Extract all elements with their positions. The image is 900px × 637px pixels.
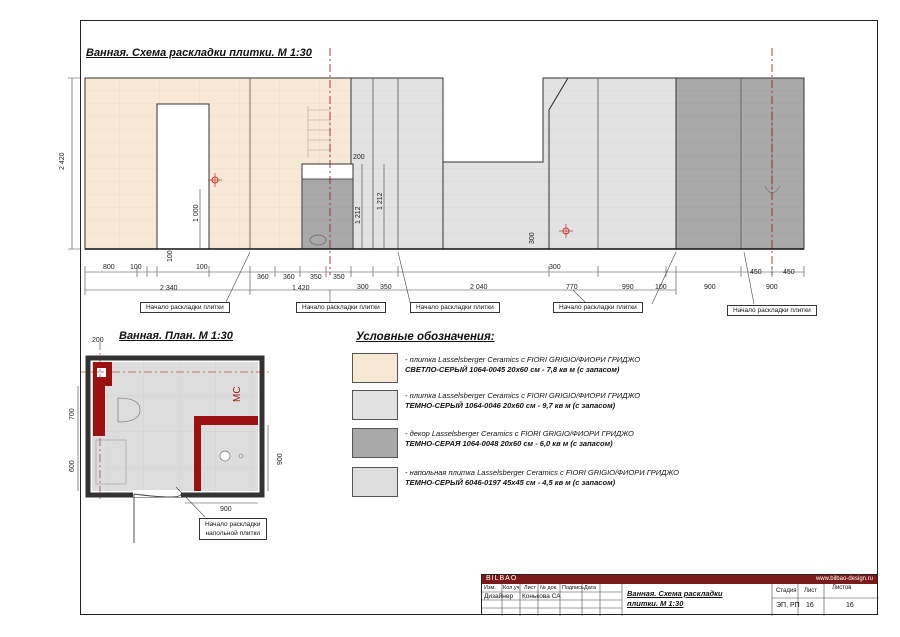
dim-m1: 200 [353,154,365,161]
legend-swatch-beige [352,353,398,383]
title-block [481,574,878,615]
dim-b14: 900 [704,284,716,291]
start-label-5: Начало раскладки плитки [727,305,817,316]
dim-m7: 300 [549,264,561,271]
start-label-1: Начало раскладки плитки [140,302,230,313]
dim-b2: 100 [130,264,142,271]
brand-logo: BILBAO [486,575,518,582]
partition-4 [194,416,201,491]
dim-m5: 1 212 [377,192,384,210]
plan-title: Ванная. План. М 1:30 [119,330,233,342]
stamp-col-1: Изм. [484,585,496,591]
dim-b5: 360 [283,274,295,281]
legend-swatch-dark-grey [352,428,398,458]
plan-dim-5: 900 [277,453,284,465]
dim-b15: 900 [766,284,778,291]
decor-panel [302,179,353,249]
legend-item-4 [405,468,679,488]
stamp-sheets-header: Листов [832,585,852,591]
bath-plan [78,342,270,543]
stamp-col-3: Лист [524,585,536,591]
dim-b7: 350 [333,274,345,281]
plan-dim-3: 600 [69,460,76,472]
partition-2 [93,386,105,436]
partition-3 [194,416,258,425]
legend-item-3 [405,429,634,449]
start-label-3: Начало раскладки плитки [410,302,500,313]
door-opening [157,104,209,249]
dim-b10: 2 040 [470,284,488,291]
dim-b4: 360 [257,274,269,281]
dim-b13: 100 [655,284,667,291]
floor-start-label-line1: Начало раскладки [205,521,261,528]
legend-item-2-line2: ТЕМНО-СЕРЫЙ 1064-0046 20x60 см - 9,7 кв м (с запасом) [405,401,616,410]
wall-grey-section-3 [549,78,676,249]
dim-m2: 1 000 [193,204,200,222]
plan-dim-4: 900 [220,506,232,513]
stamp-stage: ЭП, РП [776,602,800,609]
start-label-4: Начало раскладки плитки [553,302,643,313]
dim-b9: 350 [380,284,392,291]
dim-b11: 770 [566,284,578,291]
dim-height: 2 420 [59,152,66,170]
brand-site: www.bilbao-design.ru [815,576,873,582]
plan-dim-2: 700 [69,408,76,420]
dim-b8: 300 [357,284,369,291]
dim-b17: 450 [783,269,795,276]
stamp-col-2: Кол.уч [503,585,520,591]
plan-mc: МС [232,386,243,402]
stamp-doc-title-1: Ванная. Схема раскладки [627,589,723,598]
legend-item-3-line1: - декор Lasselsberger Ceramics с FIORI GRIGIO/ФИОРИ ГРИДЖО [405,429,634,438]
plan-floor [92,362,258,491]
stamp-col-4: № док. [540,585,558,591]
legend-item-1-line2: СВЕТЛО-СЕРЫЙ 1064-0045 20x60 см - 7,8 кв м (с запасом) [405,365,620,374]
stamp-col-6: Дата [584,585,597,591]
dim-b1: 800 [103,264,115,271]
wall-grey-section-1 [351,78,443,249]
stamp-col-5: Подпись [562,585,584,591]
dim-b12: 990 [622,284,634,291]
start-label-2: Начало раскладки плитки [296,302,386,313]
legend-title: Условные обозначения: [356,331,495,343]
dim-b16: 450 [750,269,762,276]
floor-start-label-line2: напольной плитки [205,530,260,537]
elevation-walls [85,48,804,275]
dim-b3: 100 [196,264,208,271]
stamp-doc-title-2: плитки. М 1:30 [627,599,684,608]
stamp-stage-header: Стадия [776,588,797,594]
legend-item-3-line2: ТЕМНО-СЕРАЯ 1064-0048 20x60 см - 6,0 кв м (с запасом) [405,439,613,448]
plan-dim-1: 200 [92,337,104,344]
legend-item-1-line1: - плитка Lasselsberger Ceramics с FIORI GRIGIO/ФИОРИ ГРИДЖО [405,355,641,364]
stamp-sheet-header: Лист [804,588,818,594]
dim-total-2: 1 420 [292,285,310,292]
legend-item-4-line2: ТЕМНО-СЕРЫЙ 6046-0197 45x45 см - 4,5 кв м (с запасом) [405,478,616,487]
stamp-sheet: 16 [806,602,814,609]
stamp-sheets: 16 [846,602,854,609]
legend-swatch-floor [352,467,398,497]
legend-swatch-light-grey [352,390,398,420]
legend-item-4-line1: - напольная плитка Lasselsberger Ceramics с FIORI GRIGIO/ФИОРИ ГРИДЖО [405,468,679,477]
wall-dark-section [676,78,804,249]
stamp-role: Дизайнер [484,593,514,600]
legend-item-2-line1: - плитка Lasselsberger Ceramics с FIORI GRIGIO/ФИОРИ ГРИДЖО [405,391,641,400]
dim-m4: 1 212 [355,206,362,224]
start-leaders [226,252,754,304]
floor-start-label [199,518,267,540]
stamp-person: Конькова СА [522,593,561,600]
dim-total-1: 2 340 [160,285,178,292]
dim-m3: 100 [167,250,174,262]
dim-m6: 300 [529,232,536,244]
elevation-title: Ванная. Схема раскладки плитки. М 1:30 [86,47,312,59]
legend-item-1 [405,355,640,375]
dim-b6: 350 [310,274,322,281]
legend-item-2 [405,391,640,411]
